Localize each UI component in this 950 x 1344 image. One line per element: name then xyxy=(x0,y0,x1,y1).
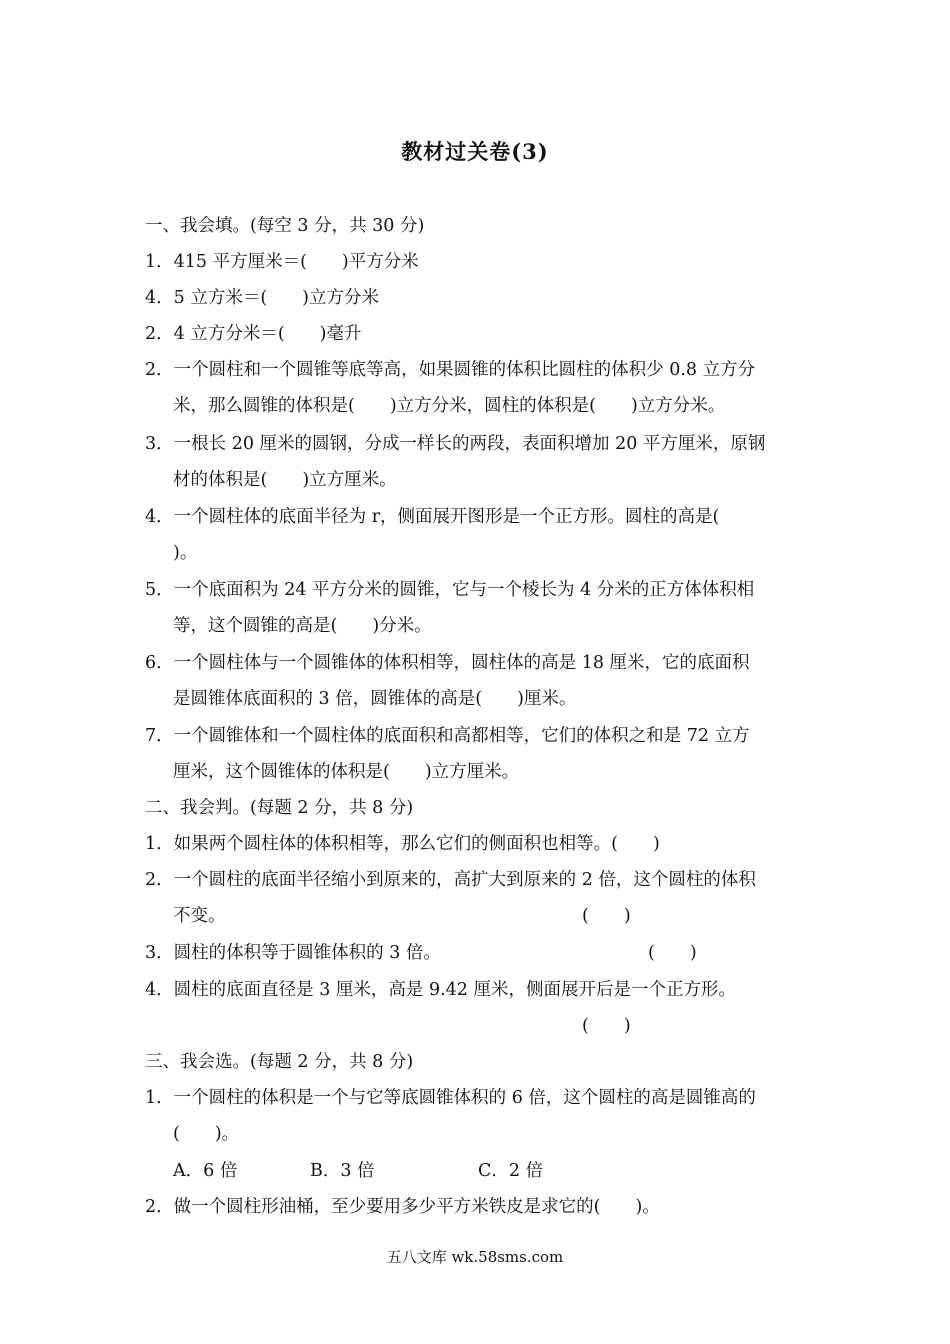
footer-watermark: 五八文库 wk.58sms.com xyxy=(386,1248,564,1266)
question-line: 等，这个圆锥的高是( )分米。 xyxy=(173,616,432,636)
question-line: 不变。 xyxy=(173,906,226,926)
section-heading-judge: 二、我会判。(每题 2 分，共 8 分) xyxy=(145,798,414,818)
question-line: 材的体积是( )立方厘米。 xyxy=(173,470,397,490)
section-heading-fill: 一、我会填。(每空 3 分，共 30 分) xyxy=(145,216,425,236)
question-line: 7．一个圆锥体和一个圆柱体的底面积和高都相等，它们的体积之和是 72 立方 xyxy=(145,726,750,746)
question-line: )。 xyxy=(173,543,198,563)
page-title: 教材过关卷(3) xyxy=(401,139,549,164)
question-line: 2．做一个圆柱形油桶，至少要用多少平方米铁皮是求它的( )。 xyxy=(145,1197,660,1217)
question-line: 2．一个圆柱和一个圆锥等底等高，如果圆锥的体积比圆柱的体积少 0.8 立方分 xyxy=(145,360,756,380)
option-b: B．3 倍 xyxy=(310,1161,375,1181)
question-line: 2．4 立方分米＝( )毫升 xyxy=(145,324,362,344)
answer-parentheses: ( ) xyxy=(582,906,631,926)
question-line: 4．圆柱的底面直径是 3 厘米，高是 9.42 厘米，侧面展开后是一个正方形。 xyxy=(145,980,736,1000)
question-line: 4．5 立方米＝( )立方分米 xyxy=(145,288,379,308)
question-line: 6．一个圆柱体与一个圆锥体的体积相等，圆柱体的高是 18 厘米，它的底面积 xyxy=(145,653,750,673)
question-line: 5．一个底面积为 24 平方分米的圆锥，它与一个棱长为 4 分米的正方体体积相 xyxy=(145,580,755,600)
question-line: ( )。 xyxy=(173,1124,240,1144)
question-line: 米，那么圆锥的体积是( )立方分米，圆柱的体积是( )立方分米。 xyxy=(173,396,726,416)
answer-parentheses: ( ) xyxy=(582,1016,631,1036)
question-line: 1．一个圆柱的体积是一个与它等底圆锥体积的 6 倍，这个圆柱的高是圆锥高的 xyxy=(145,1088,756,1108)
question-line: 是圆锥体底面积的 3 倍，圆锥体的高是( )厘米。 xyxy=(173,689,577,709)
question-line: 1．如果两个圆柱体的体积相等，那么它们的侧面积也相等。( ) xyxy=(145,834,660,854)
answer-parentheses: ( ) xyxy=(648,943,697,963)
option-c: C．2 倍 xyxy=(478,1161,544,1181)
question-line: 3．一根长 20 厘米的圆钢，分成一样长的两段，表面积增加 20 平方厘米，原钢 xyxy=(145,434,766,454)
section-heading-choose: 三、我会选。(每题 2 分，共 8 分) xyxy=(145,1052,414,1072)
question-line: 2．一个圆柱的底面半径缩小到原来的，高扩大到原来的 2 倍，这个圆柱的体积 xyxy=(145,870,756,890)
question-line: 3．圆柱的体积等于圆锥体积的 3 倍。 xyxy=(145,943,441,963)
question-line: 1．415 平方厘米＝( )平方分米 xyxy=(145,252,419,272)
question-line: 厘米，这个圆锥体的体积是( )立方厘米。 xyxy=(173,762,520,782)
question-line: 4．一个圆柱体的底面半径为 r，侧面展开图形是一个正方形。圆柱的高是( xyxy=(145,507,720,527)
option-a: A．6 倍 xyxy=(173,1161,238,1181)
